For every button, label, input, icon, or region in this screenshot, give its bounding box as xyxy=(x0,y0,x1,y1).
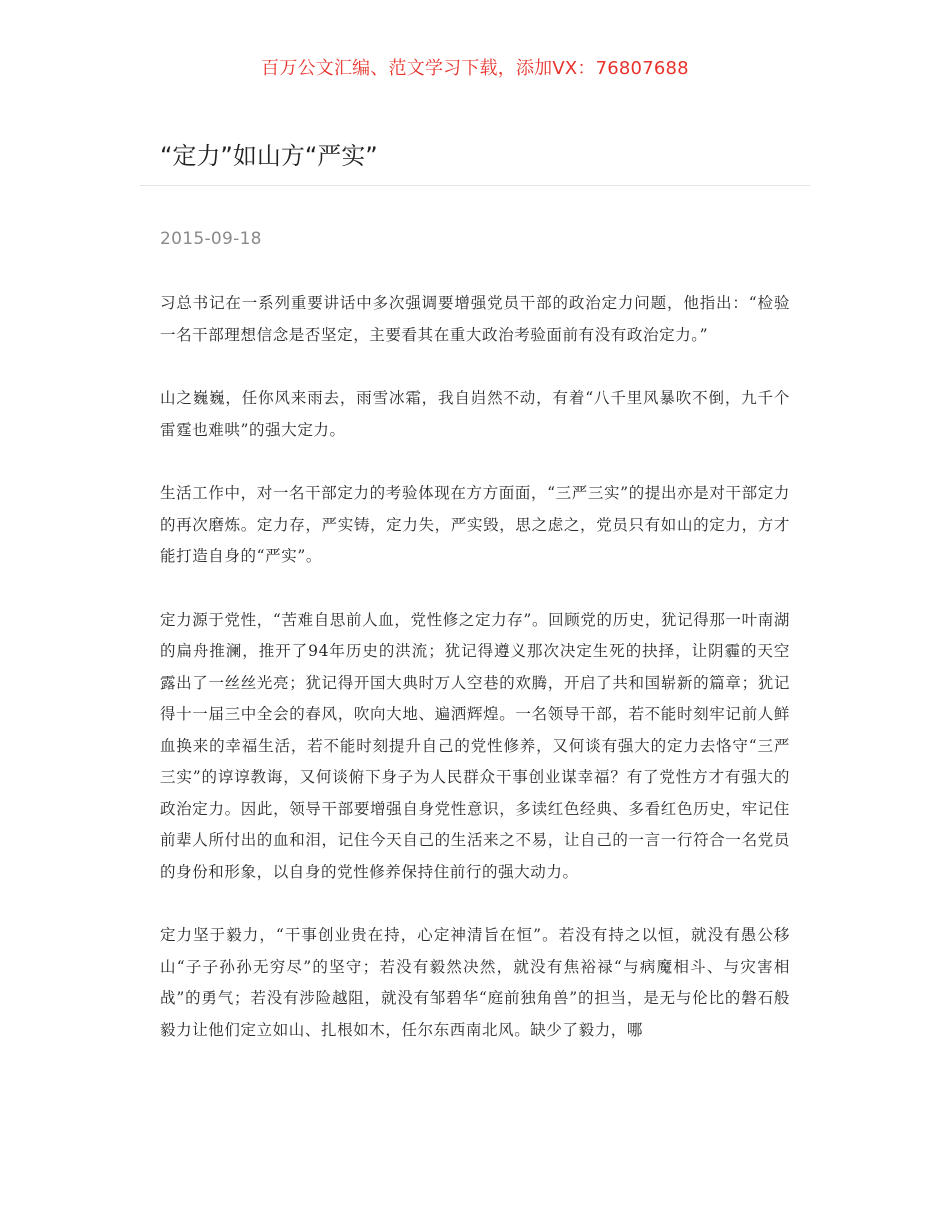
article-title: “定力”如山方“严实” xyxy=(160,142,378,170)
article-paragraph: 习总书记在一系列重要讲话中多次强调要增强党员干部的政治定力问题，他指出：“检验一名干部理想信念是否坚定，主要看其在重大政治考验面前有没有政治定力。” xyxy=(160,294,790,344)
article-body xyxy=(160,288,790,1078)
article-paragraph: 山之巍巍，任你风来雨去，雨雪冰霜，我自岿然不动，有着“八千里风暴吹不倒，九千个雷霆也难哄”的强大定力。 xyxy=(160,389,790,439)
title-divider xyxy=(140,185,810,186)
article-paragraph: 生活工作中，对一名干部定力的考验体现在方方面面，“三严三实”的提出亦是对干部定力的再次磨炼。定力存，严实铸，定力失，严实毁，思之虑之，党员只有如山的定力，方才能打造自身的“严实”。 xyxy=(160,484,790,565)
watermark-banner: 百万公文汇编、范文学习下载，添加VX：76807688 xyxy=(261,58,689,79)
publish-date: 2015-09-18 xyxy=(160,229,262,249)
article-paragraph: 定力坚于毅力，“干事创业贵在持，心定神清旨在恒”。若没有持之以恒，就没有愚公移山“子子孙孙无穷尽”的坚守；若没有毅然决然，就没有焦裕禄“与病魔相斗、与灾害相战”的勇气；若没有涉险越阻，就没有邹碧华“庭前独角兽”的担当，是无与伦比的磐石般毅力让他们定立如山、扎根如木，任尔东西南北风。缺少了毅力，哪 xyxy=(160,926,790,1039)
article-paragraph: 定力源于党性，“苦难自思前人血，党性修之定力存”。回顾党的历史，犹记得那一叶南湖的扁舟推澜，推开了94年历史的洪流；犹记得遵义那次决定生死的抉择，让阴霾的天空露出了一丝丝光亮；犹记得开国大典时万人空巷的欢腾，开启了共和国崭新的篇章；犹记得十一届三中全会的春风，吹向大地、遍洒辉煌。一名领导干部，若不能时刻牢记前人鲜血换来的幸福生活，若不能时刻提升自己的党性修养，又何谈有强大的定力去恪守“三严三实”的谆谆教诲，又何谈俯下身子为人民群众干事创业谋幸福？有了党性方才有强大的政治定力。因此，领导干部要增强自身党性意识，多读红色经典、多看红色历史，牢记住前辈人所付出的血和泪，记住今天自己的生活来之不易，让自己的一言一行符合一名党员的身份和形象，以自身的党性修养保持住前行的强大动力。 xyxy=(160,610,790,881)
